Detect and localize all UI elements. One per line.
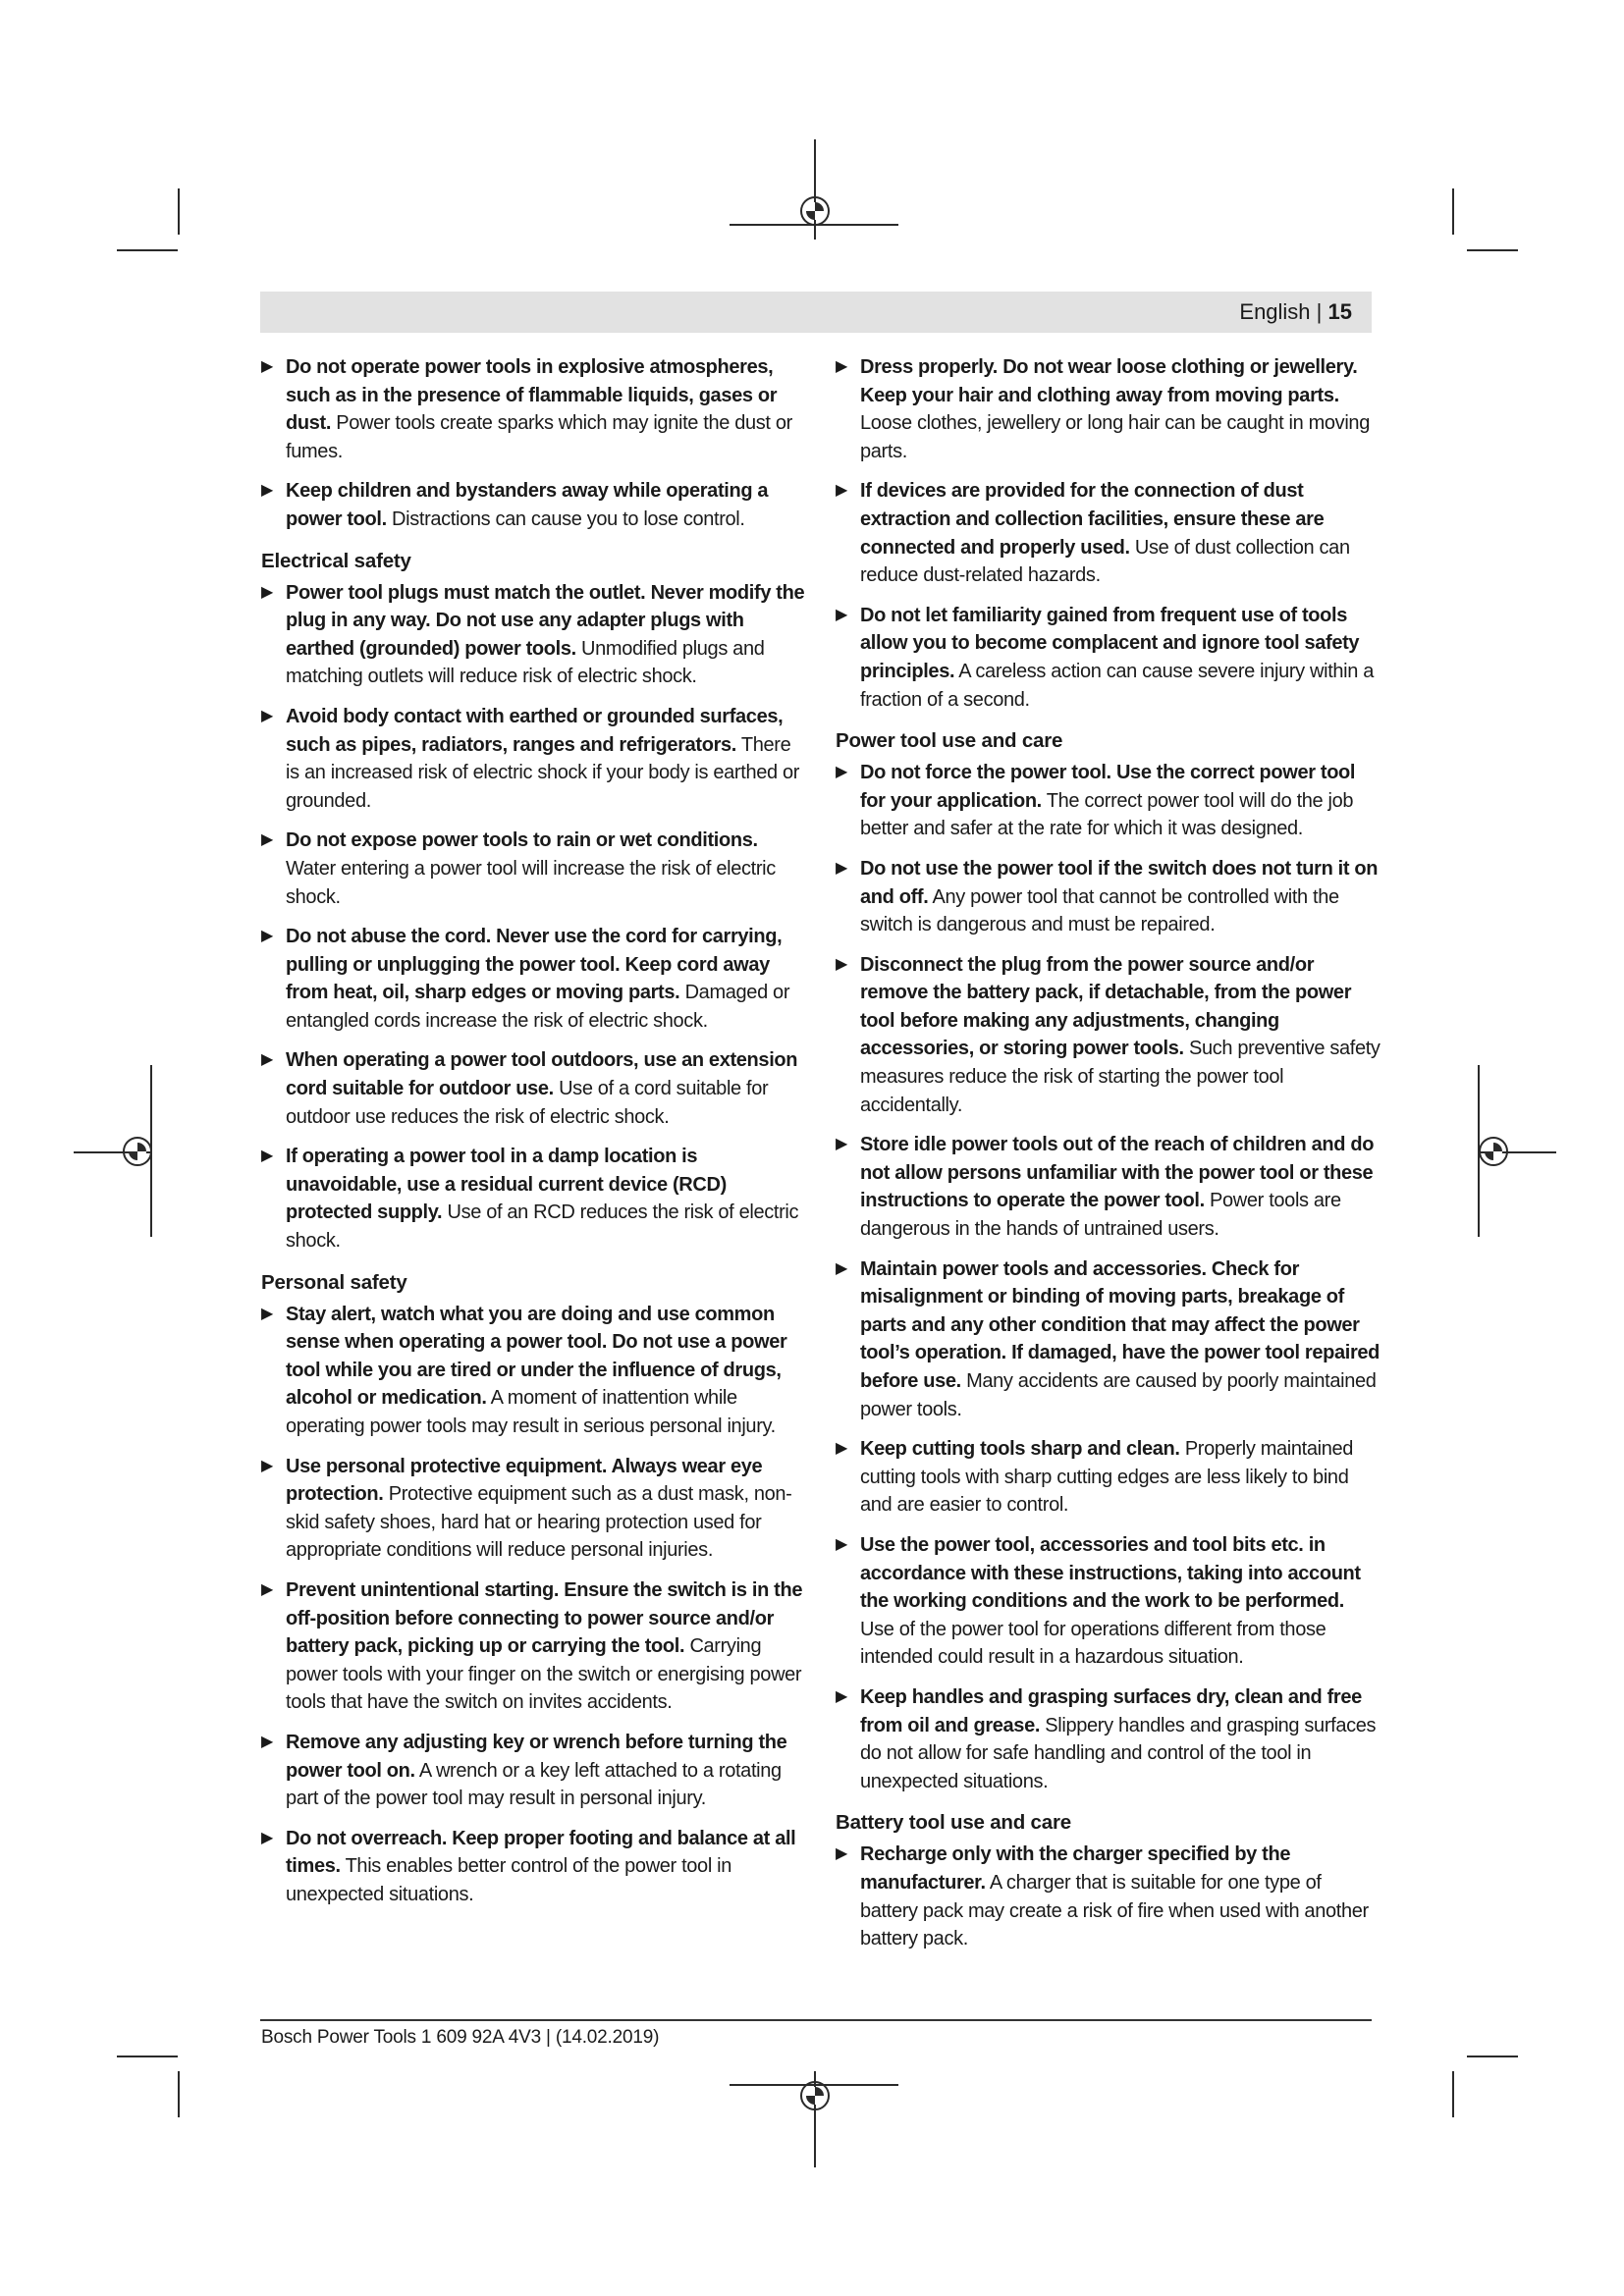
intro-list-left bbox=[261, 353, 807, 534]
bullet-arrow-icon: ▶ bbox=[261, 1829, 273, 1846]
item-bold: Keep handles and grasping surfaces dry, clean and free from oil and grease. bbox=[860, 1685, 1362, 1736]
list-item bbox=[261, 1576, 807, 1717]
item-bold: Do not force the power tool. Use the correct power tool for your application. bbox=[860, 762, 1356, 812]
list-item bbox=[836, 951, 1381, 1120]
item-text: Use of an RCD reduces the risk of electric shock. bbox=[286, 1201, 799, 1253]
bullet-arrow-icon: ▶ bbox=[836, 482, 847, 500]
list-item bbox=[261, 1825, 807, 1909]
list-item bbox=[836, 602, 1381, 714]
item-bold: Keep cutting tools sharp and clean. bbox=[860, 1438, 1180, 1461]
list-item bbox=[836, 1435, 1381, 1520]
item-text: Protective equipment such as a dust mask, non-skid safety shoes, hard hat or hearing protection used for appropriate conditions will reduce personal injuries. bbox=[286, 1483, 792, 1562]
left-column bbox=[261, 353, 807, 1921]
bullet-arrow-icon: ▶ bbox=[836, 859, 847, 877]
list-item bbox=[836, 1531, 1381, 1672]
item-bold: If devices are provided for the connection of dust extraction and collection facilities, ensure these are connected and properly used. bbox=[860, 480, 1325, 559]
item-bold: Remove any adjusting key or wrench before turning the power tool on. bbox=[286, 1731, 787, 1782]
battery-list bbox=[836, 1841, 1381, 1952]
item-bold: If operating a power tool in a damp location is unavoidable, use a residual current device (RCD) protected supply. bbox=[286, 1146, 727, 1224]
bullet-arrow-icon: ▶ bbox=[836, 1845, 847, 1863]
list-item bbox=[836, 1255, 1381, 1424]
bullet-arrow-icon: ▶ bbox=[261, 928, 273, 945]
list-item bbox=[836, 759, 1381, 843]
registration-target-icon bbox=[1479, 1137, 1508, 1166]
item-text: Slippery handles and grasping surfaces do not allow for safe handling and control of the tool in unexpected situations. bbox=[860, 1714, 1377, 1792]
crop-mark bbox=[1452, 2071, 1454, 2117]
list-item bbox=[836, 1683, 1381, 1795]
header-language: English bbox=[1239, 299, 1311, 324]
crop-mark bbox=[178, 2071, 180, 2117]
crop-mark bbox=[1452, 188, 1454, 235]
item-bold: Use the power tool, accessories and tool bits etc. in accordance with these instructions, taking into account the working conditions and the work to be performed. bbox=[860, 1533, 1361, 1613]
item-text: A charger that is suitable for one type of battery pack may create a risk of fire when used with another battery pack. bbox=[860, 1871, 1369, 1950]
item-text: Loose clothes, jewellery or long hair can be caught in moving parts. bbox=[860, 412, 1370, 462]
item-bold: Avoid body contact with earthed or grounded surfaces, such as pipes, radiators, ranges and refrigerators. bbox=[286, 705, 784, 756]
item-text: Power tools create sparks which may ignite the dust or fumes. bbox=[286, 412, 792, 462]
item-text: Power tools are dangerous in the hands of untrained users. bbox=[860, 1190, 1341, 1241]
section-heading-use-care: Power tool use and care bbox=[836, 729, 1063, 753]
list-item bbox=[261, 579, 807, 691]
page-number: 15 bbox=[1327, 299, 1352, 324]
list-item bbox=[261, 477, 807, 533]
page-footer: Bosch Power Tools 1 609 92A 4V3 | (14.02.2019) bbox=[261, 2027, 660, 2048]
bullet-arrow-icon: ▶ bbox=[261, 831, 273, 849]
item-bold: Disconnect the plug from the power source and/or remove the battery pack, if detachable, from the power tool before making any adjustments, changing accessories, or storing power tools. bbox=[860, 953, 1352, 1060]
item-bold: Dress properly. Do not wear loose clothing or jewellery. Keep your hair and clothing away from moving parts. bbox=[860, 356, 1358, 406]
crop-mark bbox=[178, 188, 180, 235]
list-item bbox=[836, 1841, 1381, 1952]
bullet-arrow-icon: ▶ bbox=[261, 1051, 273, 1069]
item-bold: Recharge only with the charger specified by the manufacturer. bbox=[860, 1843, 1291, 1894]
item-text: Use of the power tool for operations different from those intended could result in a hazardous situation. bbox=[860, 1618, 1326, 1669]
registration-target-icon bbox=[123, 1137, 152, 1166]
list-item bbox=[261, 827, 807, 911]
list-item bbox=[261, 1729, 807, 1813]
right-column bbox=[836, 353, 1381, 1965]
bullet-arrow-icon: ▶ bbox=[261, 358, 273, 375]
item-text: Unmodified plugs and matching outlets will reduce risk of electric shock. bbox=[286, 637, 765, 688]
item-bold: Do not operate power tools in explosive atmospheres, such as in the presence of flammable liquids, gases or dust. bbox=[286, 356, 778, 435]
section-heading-electrical: Electrical safety bbox=[261, 549, 411, 572]
bullet-arrow-icon: ▶ bbox=[836, 1440, 847, 1458]
crop-mark bbox=[1467, 2056, 1518, 2057]
item-bold: Stay alert, watch what you are doing and use common sense when operating a power tool. Do not use a power tool while you are tired or under the influence of drugs, alcohol or medication. bbox=[286, 1303, 787, 1410]
list-item bbox=[261, 703, 807, 815]
list-item bbox=[261, 1301, 807, 1441]
list-item bbox=[261, 923, 807, 1035]
item-bold: Do not abuse the cord. Never use the cord for carrying, pulling or unplugging the power tool. Keep cord away from heat, oil, sharp edges or moving parts. bbox=[286, 926, 783, 1004]
item-text: Such preventive safety measures reduce the risk of starting the power tool accidentally. bbox=[860, 1038, 1380, 1116]
item-bold: Store idle power tools out of the reach of children and do not allow persons unfamiliar with the power tool or these instructions to operate the power tool. bbox=[860, 1134, 1375, 1212]
bullet-arrow-icon: ▶ bbox=[836, 358, 847, 375]
use-care-list bbox=[836, 759, 1381, 1795]
item-text: Use of dust collection can reduce dust-related hazards. bbox=[860, 536, 1350, 587]
crop-mark bbox=[117, 2056, 178, 2057]
item-text: A careless action can cause severe injury within a fraction of a second. bbox=[860, 660, 1375, 711]
bullet-arrow-icon: ▶ bbox=[261, 583, 273, 601]
item-bold: Maintain power tools and accessories. Check for misalignment or binding of moving parts, breakage of parts and any other condition that may affect the power tool’s operation. If damaged, have the power tool repaired before use. bbox=[860, 1257, 1380, 1392]
personal-list bbox=[261, 1301, 807, 1909]
item-text: Water entering a power tool will increase the risk of electric shock. bbox=[286, 857, 776, 908]
item-bold: Use personal protective equipment. Always wear eye protection. bbox=[286, 1455, 763, 1506]
item-text: Distractions can cause you to lose control. bbox=[392, 507, 745, 530]
item-bold: When operating a power tool outdoors, use an extension cord suitable for outdoor use. bbox=[286, 1049, 798, 1100]
item-text: Many accidents are caused by poorly maintained power tools. bbox=[860, 1370, 1377, 1420]
bullet-arrow-icon: ▶ bbox=[836, 606, 847, 623]
item-bold: Do not use the power tool if the switch does not turn it on and off. bbox=[860, 857, 1379, 908]
crop-mark bbox=[1467, 249, 1518, 251]
bullet-arrow-icon: ▶ bbox=[261, 1457, 273, 1474]
list-item bbox=[836, 1131, 1381, 1243]
section-heading-personal: Personal safety bbox=[261, 1270, 407, 1294]
bullet-arrow-icon: ▶ bbox=[261, 1580, 273, 1598]
bullet-arrow-icon: ▶ bbox=[261, 1733, 273, 1750]
item-text: There is an increased risk of electric shock if your body is earthed or grounded. bbox=[286, 733, 800, 812]
bullet-arrow-icon: ▶ bbox=[836, 1687, 847, 1705]
list-item bbox=[261, 1046, 807, 1131]
intro-list-right bbox=[836, 353, 1381, 714]
item-text: A wrench or a key left attached to a rotating part of the power tool may result in personal injury. bbox=[286, 1759, 782, 1810]
registration-target-icon bbox=[800, 196, 830, 226]
registration-target-icon bbox=[800, 2081, 830, 2110]
bullet-arrow-icon: ▶ bbox=[836, 1136, 847, 1153]
list-item bbox=[836, 353, 1381, 465]
list-item bbox=[261, 353, 807, 465]
bullet-arrow-icon: ▶ bbox=[836, 1259, 847, 1277]
list-item bbox=[836, 477, 1381, 589]
bullet-arrow-icon: ▶ bbox=[261, 482, 273, 500]
item-bold: Do not expose power tools to rain or wet conditions. bbox=[286, 829, 758, 852]
item-bold: Power tool plugs must match the outlet. Never modify the plug in any way. Do not use any adapter plugs with earthed (grounded) power tools. bbox=[286, 581, 805, 660]
list-item bbox=[836, 855, 1381, 939]
item-text: The correct power tool will do the job better and safer at the rate for which it was designed. bbox=[860, 789, 1354, 840]
item-text: Carrying power tools with your finger on the switch or energising power tools that have the switch on invites accidents. bbox=[286, 1635, 802, 1714]
bullet-arrow-icon: ▶ bbox=[261, 1148, 273, 1165]
item-bold: Prevent unintentional starting. Ensure the switch is in the off-position before connecting to power source and/or battery pack, picking up or carrying the tool. bbox=[286, 1578, 803, 1658]
header-text bbox=[1239, 299, 1352, 325]
list-item bbox=[261, 1143, 807, 1255]
footer-rule bbox=[260, 2019, 1372, 2021]
item-text: This enables better control of the power tool in unexpected situations. bbox=[286, 1855, 731, 1905]
crop-mark bbox=[117, 249, 178, 251]
item-text: Properly maintained cutting tools with sharp cutting edges are less likely to bind and are easier to control. bbox=[860, 1438, 1354, 1517]
item-text: A moment of inattention while operating power tools may result in serious personal injury. bbox=[286, 1387, 776, 1437]
item-bold: Do not overreach. Keep proper footing and balance at all times. bbox=[286, 1827, 796, 1878]
bullet-arrow-icon: ▶ bbox=[836, 955, 847, 973]
item-text: Any power tool that cannot be controlled with the switch is dangerous and must be repaired. bbox=[860, 885, 1339, 936]
electrical-list bbox=[261, 579, 807, 1255]
item-text: Damaged or entangled cords increase the risk of electric shock. bbox=[286, 982, 790, 1032]
item-text: Use of a cord suitable for outdoor use reduces the risk of electric shock. bbox=[286, 1078, 769, 1128]
bullet-arrow-icon: ▶ bbox=[261, 707, 273, 724]
list-item bbox=[261, 1453, 807, 1565]
item-bold: Do not let familiarity gained from frequent use of tools allow you to become complacent and ignore tool safety principles. bbox=[860, 604, 1360, 682]
header-separator: | bbox=[1316, 299, 1323, 324]
page-header bbox=[260, 292, 1372, 333]
bullet-arrow-icon: ▶ bbox=[261, 1305, 273, 1322]
item-bold: Keep children and bystanders away while operating a power tool. bbox=[286, 480, 769, 530]
bullet-arrow-icon: ▶ bbox=[836, 764, 847, 781]
bullet-arrow-icon: ▶ bbox=[836, 1535, 847, 1553]
section-heading-battery: Battery tool use and care bbox=[836, 1811, 1071, 1835]
